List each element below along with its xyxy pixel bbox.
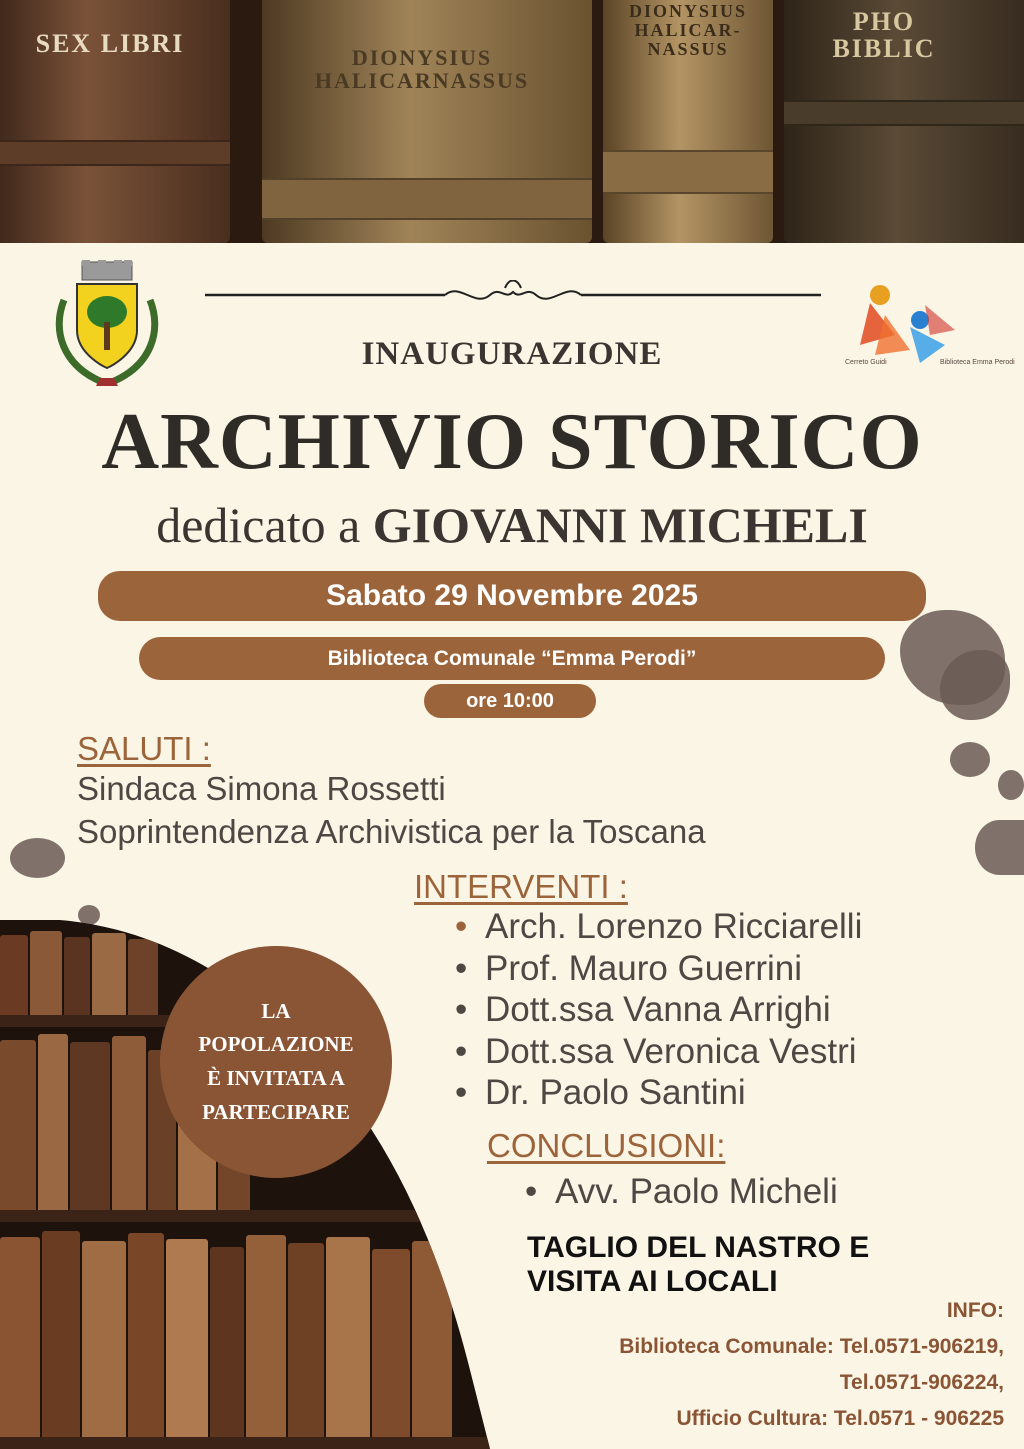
interventi-list (455, 906, 862, 1114)
list-item: • Prof. Mauro Guerrini (455, 948, 862, 990)
event-title: ARCHIVIO STORICO (101, 398, 923, 486)
logo-label-right: Biblioteca Emma Perodi (940, 359, 1015, 366)
book-spine (603, 0, 773, 243)
saluti-line: Soprintendenza Archivistica per la Toscana (77, 813, 706, 850)
saluti-line: Sindaca Simona Rossetti (77, 770, 446, 807)
book-spine (0, 0, 230, 243)
list-item: • Dott.ssa Veronica Vestri (455, 1031, 862, 1073)
event-subtitle (0, 497, 1024, 553)
ink-stain (10, 838, 65, 878)
invite-line: LA (261, 998, 291, 1023)
spine-label: SEX LIBRI (35, 29, 185, 58)
book-spine (784, 0, 1024, 243)
spine-label: DIONYSIUS HALICAR- NASSUS (628, 1, 748, 59)
spine-label: PHO BIBLIC (832, 7, 936, 64)
invite-line: PARTECIPARE (202, 1099, 350, 1124)
book-spines-banner (0, 0, 1024, 243)
subtitle-name: GIOVANNI MICHELI (372, 497, 868, 553)
list-item: • Dott.ssa Vanna Arrighi (455, 989, 862, 1031)
logo-label-left: Cerreto Guidi (845, 359, 887, 366)
invite-circle (160, 946, 392, 1178)
book-spine (262, 0, 592, 243)
ink-stain (975, 820, 1024, 875)
ink-stain (950, 742, 990, 777)
info-line: Ufficio Cultura: Tel.0571 - 906225 (676, 1407, 1004, 1430)
closing-line: TAGLIO DEL NASTRO E (527, 1231, 870, 1264)
info-line: Tel.0571-906224, (839, 1371, 1004, 1394)
date-badge: Sabato 29 Novembre 2025 (98, 571, 926, 621)
saluti-heading: SALUTI : (77, 730, 211, 767)
subtitle-prefix: dedicato a (156, 497, 361, 553)
interventi-heading: INTERVENTI : (414, 868, 628, 905)
info-title: INFO: (946, 1299, 1004, 1322)
closing-note (527, 1231, 869, 1298)
list-item: • Arch. Lorenzo Ricciarelli (455, 906, 862, 948)
list-item: • Dr. Paolo Santini (455, 1072, 862, 1114)
event-kicker: INAUGURAZIONE (361, 336, 663, 372)
invite-line: POPOLAZIONE (198, 1032, 354, 1057)
list-item: • Avv. Paolo Micheli (525, 1172, 838, 1212)
ornament-divider (205, 280, 821, 310)
conclusioni-heading: CONCLUSIONI: (487, 1127, 726, 1164)
time-badge: ore 10:00 (424, 684, 596, 718)
contact-info (619, 1293, 1004, 1437)
invite-line: È INVITATA A (207, 1066, 345, 1090)
closing-line: VISITA AI LOCALI (527, 1264, 778, 1298)
info-line: Biblioteca Comunale: Tel.0571-906219, (619, 1335, 1004, 1358)
venue-badge: Biblioteca Comunale “Emma Perodi” (139, 637, 885, 680)
spine-label: DIONYSIUS HALICARNASSUS (314, 45, 530, 94)
ink-stain (998, 770, 1024, 800)
ink-stain (78, 905, 100, 925)
